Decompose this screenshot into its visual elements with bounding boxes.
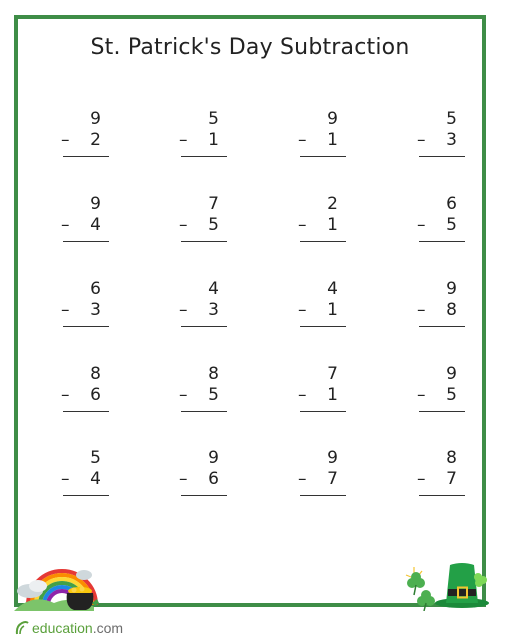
minuend: 5 <box>446 109 457 129</box>
subtrahend: 1 <box>327 300 338 320</box>
minus-sign: – <box>298 385 307 405</box>
subtrahend: 1 <box>327 385 338 405</box>
education-logo-icon <box>14 620 30 636</box>
answer-line <box>181 326 227 327</box>
subtrahend: 5 <box>446 385 457 405</box>
problem <box>417 364 465 424</box>
minus-sign: – <box>298 130 307 150</box>
problem <box>61 109 109 169</box>
subtrahend: 1 <box>327 130 338 150</box>
subtrahend: 2 <box>90 130 101 150</box>
subtrahend: 5 <box>208 215 219 235</box>
subtrahend: 8 <box>446 300 457 320</box>
answer-line <box>300 495 346 496</box>
answer-line <box>300 326 346 327</box>
subtrahend: 5 <box>208 385 219 405</box>
minuend: 9 <box>208 448 219 468</box>
minuend: 6 <box>90 279 101 299</box>
answer-line <box>181 241 227 242</box>
minus-sign: – <box>61 215 70 235</box>
minuend: 8 <box>446 448 457 468</box>
subtrahend: 3 <box>446 130 457 150</box>
minuend: 7 <box>208 194 219 214</box>
minus-sign: – <box>417 215 426 235</box>
subtrahend: 7 <box>327 469 338 489</box>
minus-sign: – <box>179 215 188 235</box>
answer-line <box>181 495 227 496</box>
minuend: 9 <box>90 194 101 214</box>
answer-line <box>300 156 346 157</box>
subtrahend: 1 <box>208 130 219 150</box>
problem <box>417 109 465 169</box>
minuend: 4 <box>327 279 338 299</box>
answer-line <box>300 241 346 242</box>
minus-sign: – <box>298 469 307 489</box>
minuend: 9 <box>327 109 338 129</box>
minuend: 4 <box>208 279 219 299</box>
minuend: 8 <box>208 364 219 384</box>
minus-sign: – <box>417 300 426 320</box>
page-title: St. Patrick's Day Subtraction <box>90 35 410 60</box>
answer-line <box>63 241 109 242</box>
minuend: 9 <box>446 279 457 299</box>
answer-line <box>63 156 109 157</box>
answer-line <box>300 411 346 412</box>
answer-line <box>419 156 465 157</box>
problem <box>298 364 346 424</box>
answer-line <box>63 411 109 412</box>
minuend: 2 <box>327 194 338 214</box>
problem <box>179 194 227 254</box>
minuend: 7 <box>327 364 338 384</box>
minus-sign: – <box>61 300 70 320</box>
subtrahend: 6 <box>208 469 219 489</box>
subtrahend: 3 <box>90 300 101 320</box>
problem-grid <box>18 19 482 603</box>
subtrahend: 6 <box>90 385 101 405</box>
brand-suffix: .com <box>92 620 124 636</box>
minuend: 9 <box>446 364 457 384</box>
answer-line <box>181 156 227 157</box>
subtrahend: 3 <box>208 300 219 320</box>
minuend: 8 <box>90 364 101 384</box>
leprechaun-hat-icon <box>434 559 490 609</box>
minuend: 5 <box>90 448 101 468</box>
subtrahend: 4 <box>90 469 101 489</box>
minus-sign: – <box>417 469 426 489</box>
problem <box>298 109 346 169</box>
problem <box>298 448 346 508</box>
problem <box>61 194 109 254</box>
problem <box>298 194 346 254</box>
minus-sign: – <box>179 300 188 320</box>
answer-line <box>63 495 109 496</box>
brand-main: education <box>32 620 93 636</box>
minus-sign: – <box>417 385 426 405</box>
problem <box>298 279 346 339</box>
problem <box>417 194 465 254</box>
problem <box>179 364 227 424</box>
pot-of-gold-icon <box>62 585 102 611</box>
subtrahend: 7 <box>446 469 457 489</box>
minus-sign: – <box>61 469 70 489</box>
subtrahend: 4 <box>90 215 101 235</box>
problem <box>179 448 227 508</box>
problem <box>61 448 109 508</box>
minus-sign: – <box>298 300 307 320</box>
subtrahend: 5 <box>446 215 457 235</box>
minus-sign: – <box>179 130 188 150</box>
problem <box>179 279 227 339</box>
minus-sign: – <box>417 130 426 150</box>
worksheet <box>14 15 486 607</box>
answer-line <box>419 326 465 327</box>
minus-sign: – <box>179 385 188 405</box>
minus-sign: – <box>61 130 70 150</box>
answer-line <box>419 411 465 412</box>
minus-sign: – <box>298 215 307 235</box>
minuend: 9 <box>90 109 101 129</box>
minus-sign: – <box>61 385 70 405</box>
answer-line <box>63 326 109 327</box>
problem <box>179 109 227 169</box>
problem <box>61 279 109 339</box>
minuend: 6 <box>446 194 457 214</box>
problem <box>61 364 109 424</box>
brand-name[interactable] <box>32 620 123 636</box>
answer-line <box>419 495 465 496</box>
subtrahend: 1 <box>327 215 338 235</box>
answer-line <box>181 411 227 412</box>
minus-sign: – <box>179 469 188 489</box>
footer-brand <box>14 618 123 638</box>
minuend: 9 <box>327 448 338 468</box>
minuend: 5 <box>208 109 219 129</box>
problem <box>417 279 465 339</box>
problem <box>417 448 465 508</box>
answer-line <box>419 241 465 242</box>
